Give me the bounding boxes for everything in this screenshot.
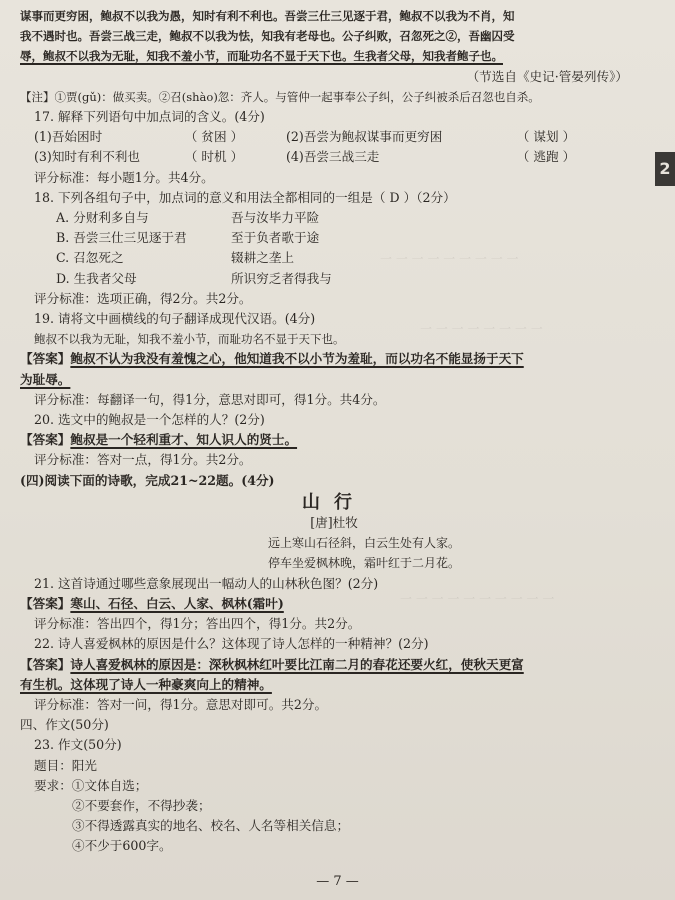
q23-requirement: 要求：①文体自选； xyxy=(34,777,148,793)
q18-options xyxy=(20,208,648,289)
answer-text: 寒山、石径、白云、人家、枫林(霜叶) xyxy=(70,595,284,611)
page-number: — 7 — xyxy=(316,874,359,889)
q17-scoring: 评分标准：每小题1分。共4分。 xyxy=(34,169,214,185)
q17-item: (1)吾始困时 xyxy=(34,129,103,145)
bleed-through-text: 一 一 一 一 一 一 一 一 xyxy=(420,322,543,336)
q18-option-pair: 吾与汝毕力平险 xyxy=(231,210,320,226)
q17-item: (3)知时有利不利也 xyxy=(34,149,140,165)
q19-quote: 鲍叔不以我为无耻，知我不羞小节，而耻功名不显于天下也。 xyxy=(34,332,345,347)
q18-option-pair: 所识穷乏者得我与 xyxy=(231,270,332,286)
answer-text: 鲍叔不认为我没有羞愧之心，他知道我不以小节为羞耻，而以功名不能显扬于天下 xyxy=(70,351,524,367)
q23-topic: 题目：阳光 xyxy=(34,757,97,773)
q22-scoring: 评分标准：答对一问，得1分。意思对即可。共2分。 xyxy=(34,696,328,712)
q17-answer: （ 逃跑 ） xyxy=(516,149,576,165)
q18-stem: 18. 下列各组句子中，加点词的意义和用法全都相同的一组是（ D ）（2分） xyxy=(34,189,456,205)
q17-item: (2)吾尝为鲍叔谋事而更穷困 xyxy=(286,129,443,145)
q17-row xyxy=(20,147,648,167)
q20-stem: 20. 选文中的鲍叔是一个怎样的人？(2分) xyxy=(34,412,265,428)
q22-stem: 22. 诗人喜爱枫林的原因是什么？这体现了诗人怎样的一种精神？(2分) xyxy=(34,636,429,652)
q22-answer xyxy=(20,655,648,675)
q19-stem: 19. 请将文中画横线的句子翻译成现代汉语。(4分) xyxy=(34,311,316,327)
poem-title: 山行 xyxy=(302,491,366,513)
q17-answer: （ 谋划 ） xyxy=(516,129,576,145)
q23-requirement: ②不要套作，不得抄袭； xyxy=(72,797,211,813)
bleed-through-text: 一 一 一 一 一 一 一 一 一 xyxy=(380,252,519,266)
answer-text: 有生机。这体现了诗人一种豪爽向上的精神。 xyxy=(20,676,272,692)
answer-label: 【答案】 xyxy=(20,656,71,672)
document-body xyxy=(20,6,648,857)
poem-line: 停车坐爱枫林晚，霜叶红于二月花。 xyxy=(267,556,460,571)
bleed-through-text: 一 一 一 一 一 一 一 一 一 一 xyxy=(400,592,555,606)
side-tab: 2 xyxy=(655,152,675,186)
poem-author: [唐]杜牧 xyxy=(310,515,358,531)
annotation-note: 【注】①贾(gǔ)：做买卖。②召(shào)忽：齐人。与管仲一起事奉公子纠，公子纠被杀后召忽也自杀。 xyxy=(20,89,540,104)
section-heading: (四)阅读下面的诗歌，完成21~22题。(4分) xyxy=(20,472,275,488)
q18-option-pair: 至于负者歌于途 xyxy=(231,230,320,246)
q19-answer xyxy=(20,349,648,369)
q17-answer: （ 贫困 ） xyxy=(184,129,244,145)
q18-option: B. 吾尝三仕三见逐于君 xyxy=(56,230,187,246)
q17-item: (4)吾尝三战三走 xyxy=(286,149,380,165)
q19-answer-cont xyxy=(20,370,648,390)
q17-stem: 17. 解释下列语句中加点词的含义。(4分) xyxy=(34,109,265,125)
answer-label: 【答案】 xyxy=(20,595,71,611)
q18-scoring: 评分标准：选项正确，得2分。共2分。 xyxy=(34,290,252,306)
q21-stem: 21. 这首诗通过哪些意象展现出一幅动人的山林秋色图？(2分) xyxy=(34,575,379,591)
q19-scoring: 评分标准：每翻译一句，得1分，意思对即可，得1分。共4分。 xyxy=(34,391,386,407)
q17-answer: （ 时机 ） xyxy=(184,149,244,165)
q18-option: D. 生我者父母 xyxy=(56,270,137,286)
passage-source: （节选自《史记·管晏列传》） xyxy=(466,68,628,84)
answer-text: 鲍叔是一个轻利重才、知人识人的贤士。 xyxy=(70,432,298,448)
poem-line: 远上寒山石径斜，白云生处有人家。 xyxy=(267,536,460,551)
q20-scoring: 评分标准：答对一点，得1分。共2分。 xyxy=(34,452,252,468)
q18-option: A. 分财利多自与 xyxy=(56,210,149,226)
q18-option-pair: 辍耕之垄上 xyxy=(231,250,294,266)
answer-label: 【答案】 xyxy=(20,432,71,448)
answer-text: 诗人喜爱枫林的原因是：深秋枫林红叶要比江南二月的春花还要火红，使秋天更富 xyxy=(70,656,524,672)
answer-label: 【答案】 xyxy=(20,351,71,367)
passage-line: 我不遇时也。吾尝三战三走，鲍叔不以我为怯，知我有老母也。公子纠败，召忽死之②，吾幽囚受 xyxy=(20,29,515,44)
underlined-sentence: 辱，鲍叔不以我为无耻，知我不羞小节，而耻功名不显于天下也。生我者父母，知我者鲍子也。 xyxy=(20,49,503,64)
section-heading: 四、作文(50分) xyxy=(20,717,109,733)
passage-line: 谋事而更穷困，鲍叔不以我为愚，知时有利不利也。吾尝三仕三见逐于君，鲍叔不以我为不肖，知 xyxy=(20,9,515,23)
q23-requirement: ③不得透露真实的地名、校名、人名等相关信息； xyxy=(72,818,350,834)
answer-text: 为耻辱。 xyxy=(20,371,71,387)
q21-scoring: 评分标准：答出四个，得1分；答出四个，得1分。共2分。 xyxy=(34,616,361,632)
q20-answer xyxy=(20,430,648,450)
q23-requirement: ④不少于600字。 xyxy=(72,838,172,854)
q22-answer-cont xyxy=(20,675,648,695)
passage-line xyxy=(20,46,648,66)
q17-row xyxy=(20,127,648,147)
q23-stem: 23. 作文(50分) xyxy=(34,737,122,753)
q18-option: C. 召忽死之 xyxy=(56,250,124,266)
q21-answer xyxy=(20,594,648,614)
